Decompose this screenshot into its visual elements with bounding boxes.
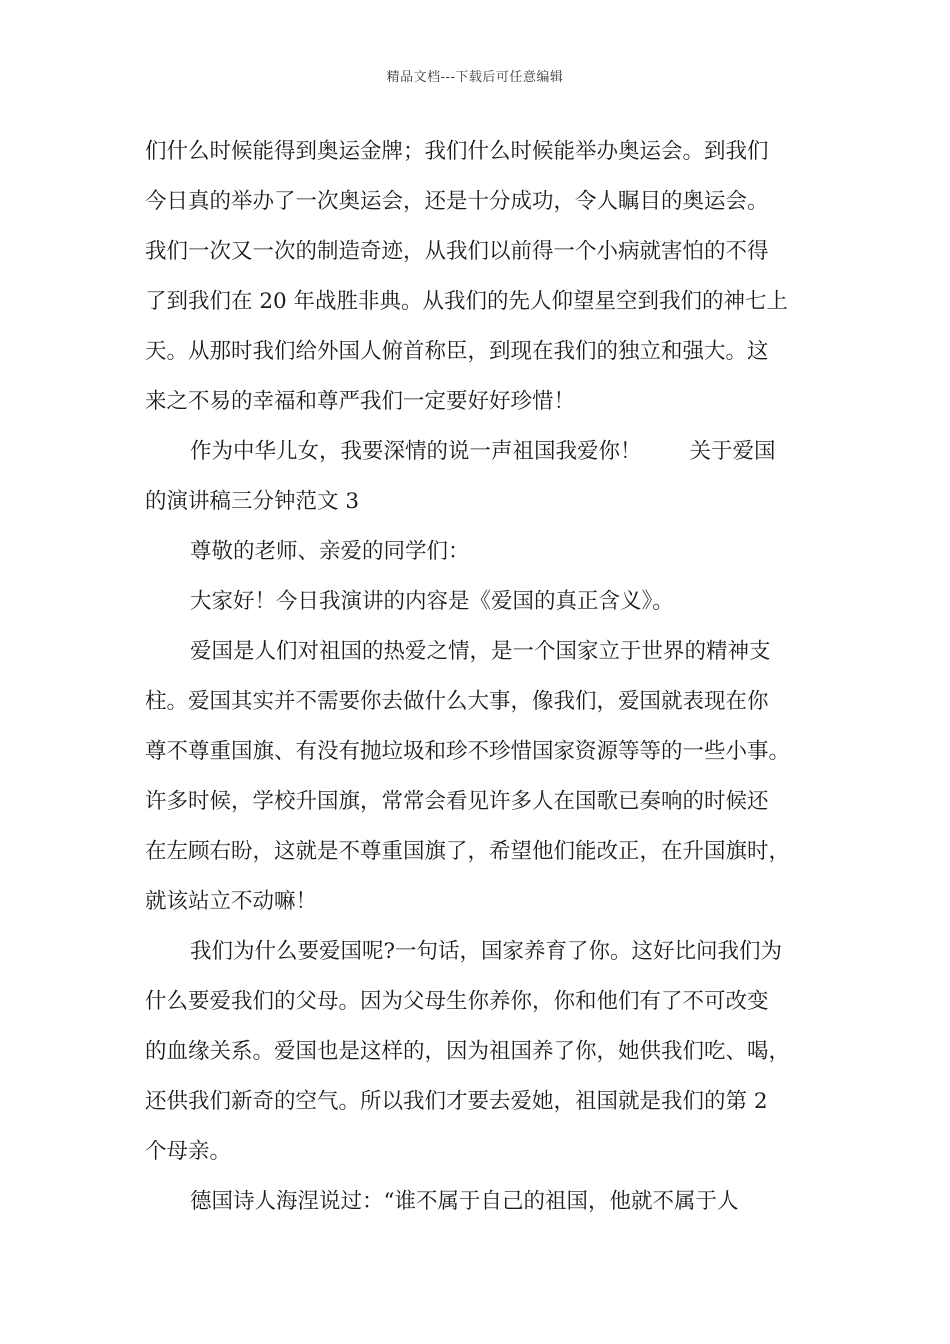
line-text: 柱。爱国其实并不需要你去做什么大事，像我们，爱国就表现在你: [145, 689, 769, 714]
line-text: 我们一次又一次的制造奇迹，从我们以前得一个小病就害怕的不得: [145, 239, 769, 264]
text-line: [145, 534, 815, 584]
text-line: [145, 334, 815, 384]
line-text: 还供我们新奇的空气。所以我们才要去爱她，祖国就是我们的第 2: [145, 1089, 768, 1114]
line-text: 作为中华儿女，我要深情的说一声祖国我爱你！: [190, 439, 642, 464]
text-line: [145, 684, 815, 734]
text-line: [145, 1084, 815, 1134]
text-line: [145, 384, 815, 434]
line-text: 了到我们在 20 年战胜非典。从我们的先人仰望星空到我们的神七上: [145, 289, 789, 314]
line-text: 尊敬的老师、亲爱的同学们：: [190, 539, 470, 564]
text-line: [145, 284, 815, 334]
line-text: 今日真的举办了一次奥运会，还是十分成功，令人瞩目的奥运会。: [145, 189, 769, 214]
line-text: 的演讲稿三分钟范文 3: [145, 489, 360, 514]
line-text: 许多时候，学校升国旗，常常会看见许多人在国歌已奏响的时候还: [145, 789, 769, 814]
text-line: [145, 884, 815, 934]
text-line: [145, 784, 815, 834]
line-text: 大家好！今日我演讲的内容是《爱国的真正含义》。: [190, 589, 674, 614]
text-line: [145, 934, 815, 984]
text-line: [145, 634, 815, 684]
line-text: 就该站立不动嘛！: [145, 889, 318, 914]
line-text: 爱国是人们对祖国的热爱之情，是一个国家立于世界的精神支: [190, 639, 771, 664]
line-text: 来之不易的幸福和尊严我们一定要好好珍惜！: [145, 389, 576, 414]
text-line: [145, 184, 815, 234]
text-line: [145, 1184, 815, 1234]
text-line: [145, 1034, 815, 1084]
line-text: 的血缘关系。爱国也是这样的，因为祖国养了你，她供我们吃、喝，: [145, 1039, 791, 1064]
line-text: 德国诗人海涅说过：“谁不属于自己的祖国，他就不属于人: [190, 1189, 739, 1214]
text-line: [145, 734, 815, 784]
line-tail-text: 关于爱国: [689, 439, 776, 464]
page-header: 精品文档---下载后可任意编辑: [386, 70, 564, 85]
line-text: 个母亲。: [145, 1139, 232, 1164]
line-text: 我们为什么要爱国呢?一句话，国家养育了你。这好比问我们为: [190, 939, 783, 964]
text-line: [145, 834, 815, 884]
line-text: 们什么时候能得到奥运金牌；我们什么时候能举办奥运会。到我们: [145, 139, 769, 164]
document-body: [145, 134, 815, 1234]
text-line: [145, 134, 815, 184]
text-line: [145, 234, 815, 284]
text-line: [145, 1134, 815, 1184]
line-text: 尊不尊重国旗、有没有抛垃圾和珍不珍惜国家资源等等的一些小事。: [145, 739, 791, 764]
line-text: 天。从那时我们给外国人俯首称臣，到现在我们的独立和强大。这: [145, 339, 769, 364]
text-line: [145, 434, 815, 484]
text-line: [145, 984, 815, 1034]
line-text: 什么要爱我们的父母。因为父母生你养你，你和他们有了不可改变: [145, 989, 769, 1014]
line-text: 在左顾右盼，这就是不尊重国旗了，希望他们能改正，在升国旗时，: [145, 839, 791, 864]
text-line: [145, 584, 815, 634]
text-line: [145, 484, 815, 534]
